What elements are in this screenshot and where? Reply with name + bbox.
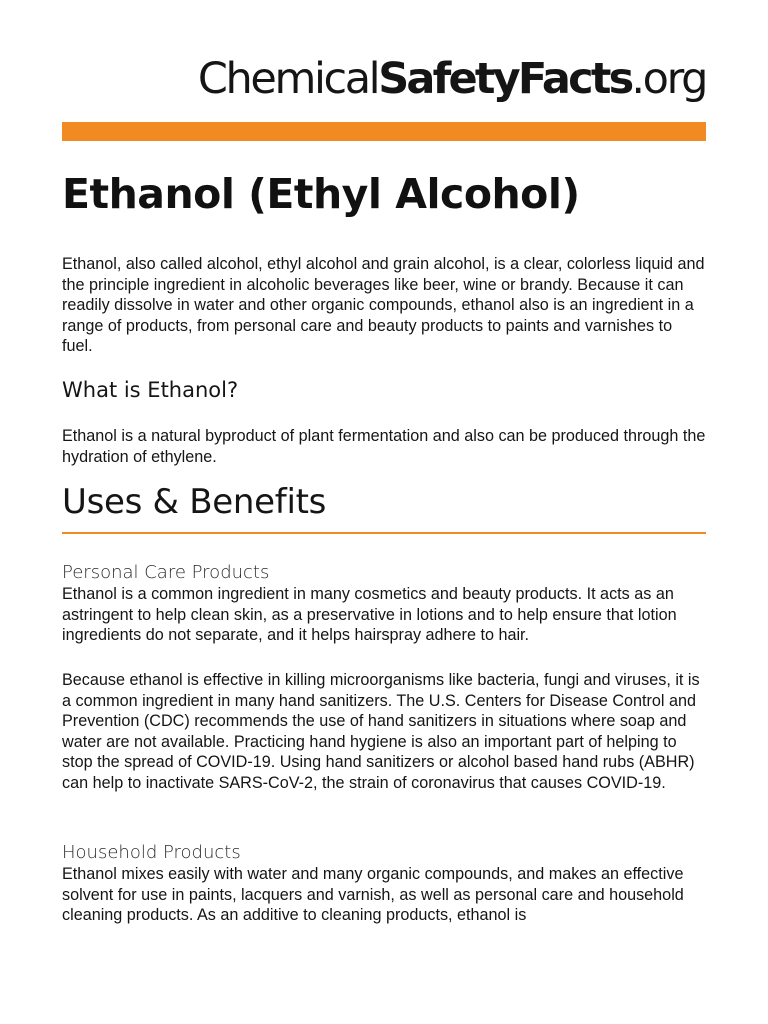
section-divider <box>62 532 706 534</box>
logo-word-chemical: Chemical <box>197 54 379 104</box>
what-is-paragraph: Ethanol is a natural byproduct of plant fermentation and also can be produced through the hydration of ethylene. <box>62 427 706 466</box>
uses-benefits-heading: Uses & Benefits <box>62 482 327 522</box>
header-accent-bar <box>62 122 706 141</box>
page-title: Ethanol (Ethyl Alcohol) <box>62 170 580 218</box>
household-heading: Household Products <box>62 842 241 863</box>
household-paragraph-1: Ethanol mixes easily with water and many organic compounds, and makes an effective solvent for use in paints, lacquers and varnish, as well as personal care and household cleaning products. As an additive to cleaning products, ethanol is <box>62 865 684 925</box>
logo-suffix: .org <box>631 54 706 104</box>
site-logo[interactable] <box>197 54 706 104</box>
logo-word-safetyfacts: SafetyFacts <box>378 54 632 104</box>
personal-care-heading: Personal Care Products <box>62 562 270 583</box>
intro-paragraph: Ethanol, also called alcohol, ethyl alcohol and grain alcohol, is a clear, colorless liquid and the principle ingredient in alcoholic beverages like beer, wine or brandy. Because it can readily dissolve in water and other organic compounds, ethanol also is an ingredient in a range of products, from personal care and beauty products to paints and varnishes to fuel. <box>62 255 705 356</box>
personal-care-paragraph-1: Ethanol is a common ingredient in many cosmetics and beauty products. It acts as an astringent to help clean skin, as a preservative in lotions and to help ensure that lotion ingredients do not separate, and it helps hairspray adhere to hair. <box>62 585 677 645</box>
personal-care-paragraph-2: Because ethanol is effective in killing microorganisms like bacteria, fungi and viruses, it is a common ingredient in many hand sanitizers. The U.S. Centers for Disease Control and Prevention (CDC) recommends the use of hand sanitizers in situations where soap and water are not available. Practicing hand hygiene is also an important part of helping to stop the spread of COVID-19. Using hand sanitizers or alcohol based hand rubs (ABHR) can help to inactivate SARS-CoV-2, the strain of coronavirus that causes COVID-19. <box>62 671 700 792</box>
what-is-heading: What is Ethanol? <box>62 378 239 402</box>
